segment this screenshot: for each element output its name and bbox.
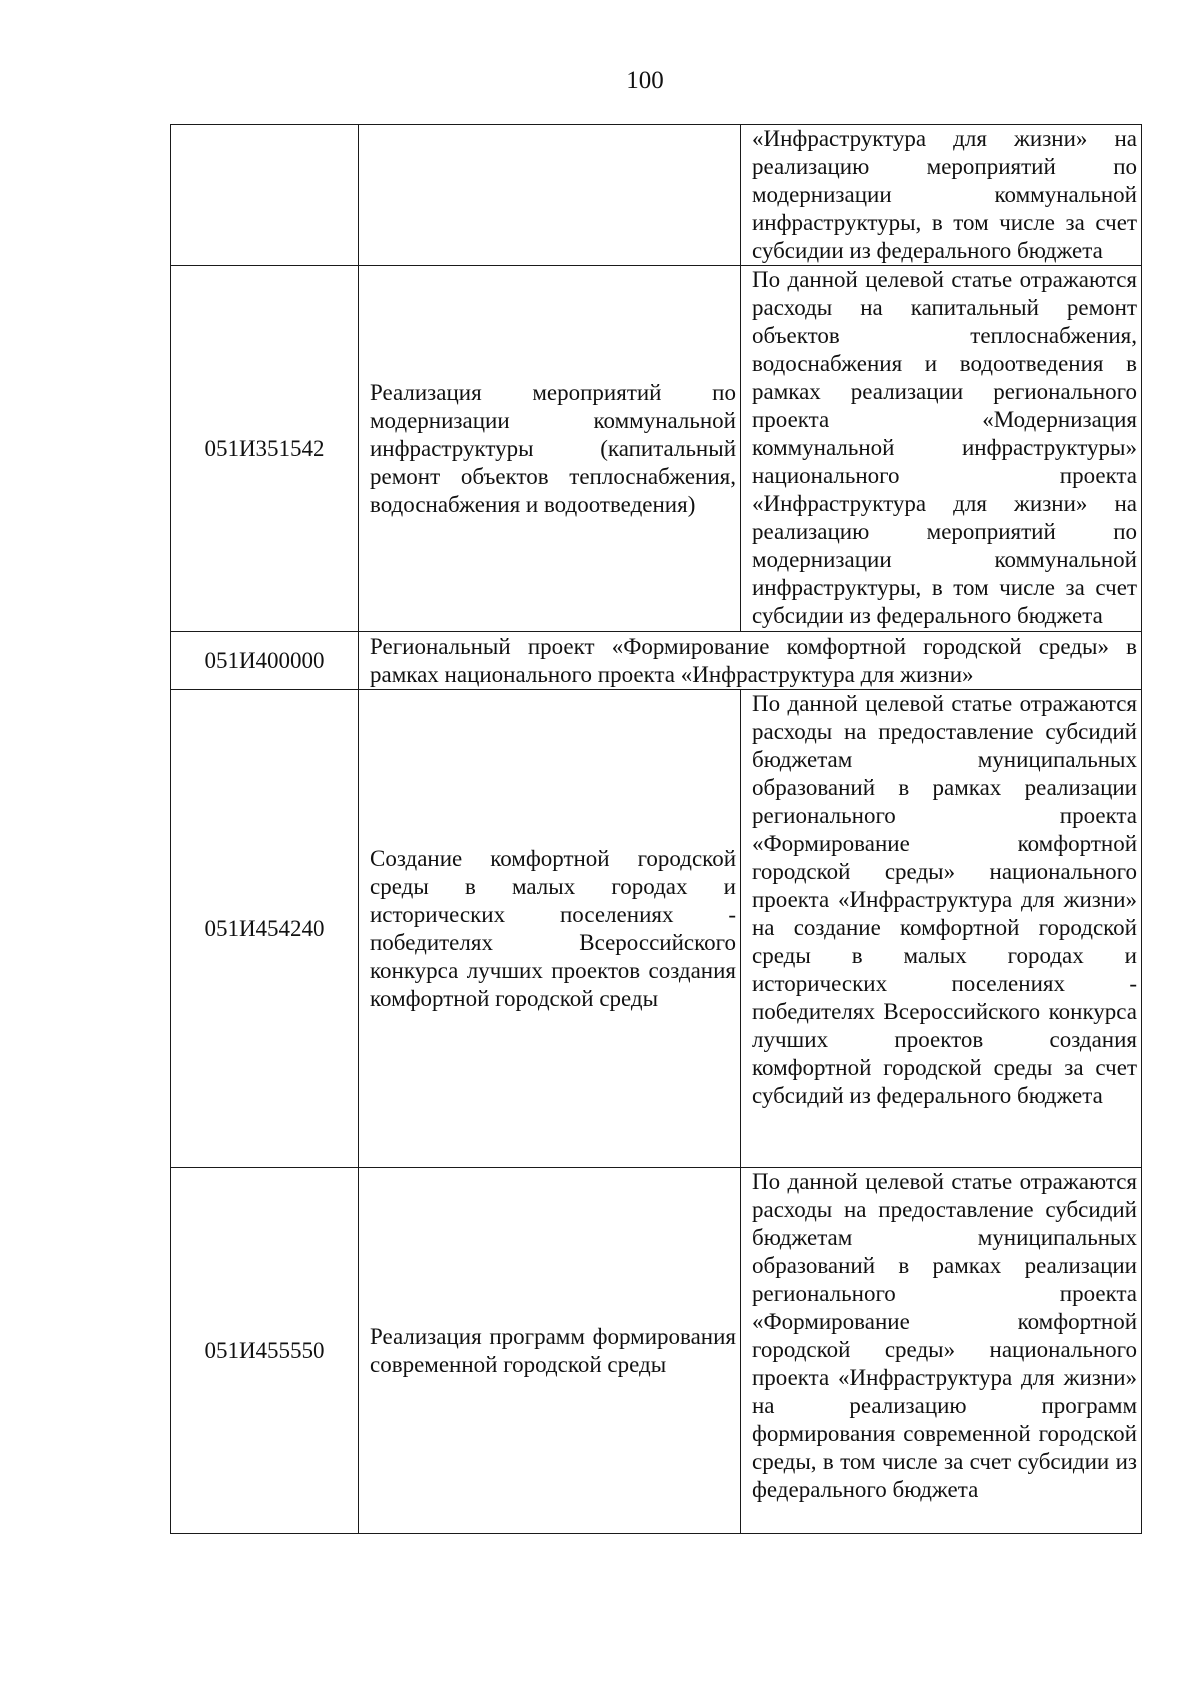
name-cell: [359, 690, 741, 1168]
name-cell: [359, 1168, 741, 1534]
table-row: [171, 1168, 1142, 1534]
description-text: По данной целевой статье отражаются расходы на капитальный ремонт объектов теплоснабжения, водоснабжения и водоотведения в рамках реализации регионального проекта «Модернизация коммунальной инфраструктуры» национального проекта «Инфраструктура для жизни» на реализацию мероприятий по модернизации коммунальной инфраструктуры, в том числе за счет субсидии из федерального бюджета: [752, 267, 1137, 628]
code-cell: 051И400000: [171, 632, 359, 690]
table-row: [171, 690, 1142, 1168]
name-text: Реализация программ формирования современной городской среды: [370, 1323, 736, 1377]
table-row-section: [171, 632, 1142, 690]
table-row: [171, 266, 1142, 632]
section-title-text: Региональный проект «Формирование комфортной городской среды» в рамках национального проекта «Инфраструктура для жизни»: [370, 633, 1137, 687]
name-cell: [359, 266, 741, 632]
table-row: [171, 125, 1142, 266]
name-cell: [359, 125, 741, 266]
description-cell: [741, 1168, 1142, 1534]
description-text: По данной целевой статье отражаются расходы на предоставление субсидий бюджетам муниципальных образований в рамках реализации регионального проекта «Формирование комфортной городской среды» национального проекта «Инфраструктура для жизни» на реализацию программ формирования современной городской среды, в том числе за счет субсидии из федерального бюджета: [752, 1169, 1137, 1502]
description-cell: [741, 266, 1142, 632]
code-cell: 051И351542: [171, 266, 359, 632]
target-articles-table: [170, 124, 1142, 1534]
code-cell: 051И454240: [171, 690, 359, 1168]
description-cell: [741, 690, 1142, 1168]
description-text: По данной целевой статье отражаются расходы на предоставление субсидий бюджетам муниципальных образований в рамках реализации регионального проекта «Формирование комфортной городской среды» национального проекта «Инфраструктура для жизни» на создание комфортной городской среды в малых городах и исторических поселениях - победителях Всероссийского конкурса лучших проектов создания комфортной городской среды за счет субсидий из федерального бюджета: [752, 691, 1137, 1108]
code-cell: 051И455550: [171, 1168, 359, 1534]
description-text: «Инфраструктура для жизни» на реализацию мероприятий по модернизации коммунальной инфраструктуры, в том числе за счет субсидии из федерального бюджета: [752, 126, 1137, 263]
name-text: Реализация мероприятий по модернизации коммунальной инфраструктуры (капитальный ремонт объектов теплоснабжения, водоснабжения и водоотведения): [370, 379, 736, 517]
page-number: 100: [626, 67, 664, 94]
name-text: Создание комфортной городской среды в малых городах и исторических поселениях - победителях Всероссийского конкурса лучших проектов создания комфортной городской среды: [370, 845, 736, 1011]
description-cell: [741, 125, 1142, 266]
section-title-cell: [359, 632, 1142, 690]
code-cell: [171, 125, 359, 266]
